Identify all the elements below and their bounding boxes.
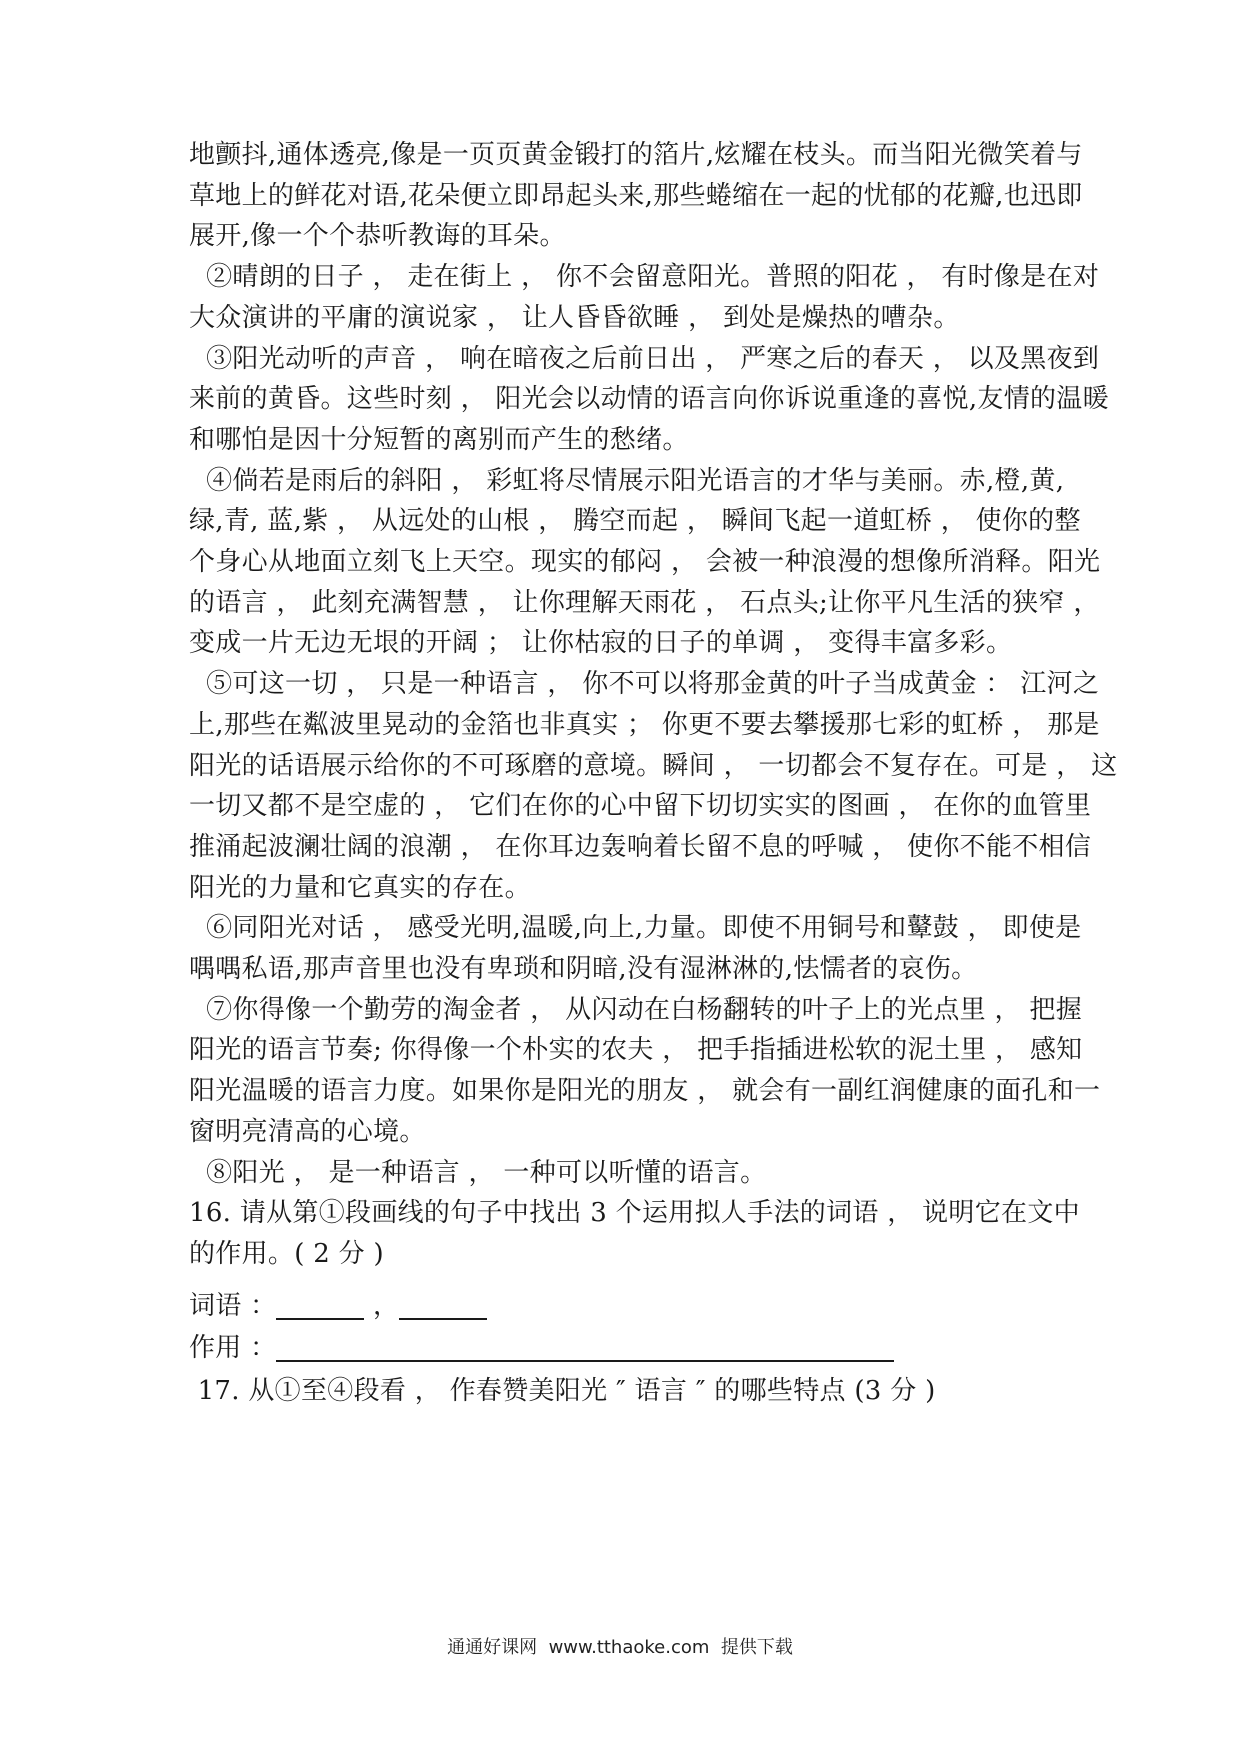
words-blank-1[interactable] bbox=[276, 1290, 364, 1320]
text-line: 地颤抖,通体透亮,像是一页页黄金锻打的箔片,炫耀在枝头。而当阳光微笑着与 bbox=[189, 140, 1083, 170]
effect-blank[interactable] bbox=[276, 1332, 894, 1362]
text-line: 上,那些在粼波里晃动的金箔也非真实 ； 你更不要去攀援那七彩的虹桥 ， 那是 bbox=[189, 710, 1100, 740]
text-line: 大众演讲的平庸的演说家 ， 让人昏昏欲睡 ， 到处是燥热的嘈杂。 bbox=[189, 303, 960, 333]
text-line: 阳光的话语展示给你的不可琢磨的意境。瞬间 ， 一切都会不复存在。可是 ， 这 bbox=[189, 751, 1118, 781]
text-line: 来前的黄昏。这些时刻 ， 阳光会以动情的语言向你诉说重逢的喜悦,友情的温暖 bbox=[189, 384, 1109, 414]
text-line: 阳光的语言节奏; 你得像一个朴实的农夫 ， 把手指插进松软的泥土里 ， 感知 bbox=[189, 1035, 1083, 1065]
text-line: 一切又都不是空虚的 ， 它们在你的心中留下切切实实的图画 ， 在你的血管里 bbox=[189, 791, 1092, 821]
footer-credit: 通通好课网 www.tthaoke.com 提供下载 bbox=[447, 1637, 793, 1658]
text-line: ④倘若是雨后的斜阳 ， 彩虹将尽情展示阳光语言的才华与美丽。赤,橙,黄, bbox=[189, 466, 1065, 496]
text-line: ⑧阳光 ， 是一种语言 ， 一种可以听懂的语言。 bbox=[189, 1158, 767, 1188]
text-line: 阳光的力量和它真实的存在。 bbox=[189, 873, 531, 903]
text-line: 个身心从地面立刻飞上天空。现实的郁闷 ， 会被一种浪漫的想像所消释。阳光 bbox=[189, 547, 1101, 577]
text-line: 16. 请从第①段画线的句子中找出 3 个运用拟人手法的词语 ， 说明它在文中 bbox=[189, 1198, 1080, 1228]
text-line: ⑥同阳光对话 ， 感受光明,温暖,向上,力量。即使不用铜号和鼙鼓 ， 即使是 bbox=[189, 913, 1082, 943]
text-line: 展开,像一个个恭听教诲的耳朵。 bbox=[189, 221, 566, 251]
text-line: 阳光温暖的语言力度。如果你是阳光的朋友 ， 就会有一副红润健康的面孔和一 bbox=[189, 1076, 1101, 1106]
text-line: ②晴朗的日子 ， 走在街上 ， 你不会留意阳光。普照的阳花 ， 有时像是在对 bbox=[189, 262, 1100, 292]
text-line: 绿,青, 蓝,紫 ， 从远处的山根 ， 腾空而起 ， 瞬间飞起一道虹桥 ， 使你的整 bbox=[189, 506, 1081, 536]
question-17: 17. 从①至④段看 ， 作春赞美阳光 ″ 语言 ″ 的哪些特点 (3 分 ) bbox=[189, 1376, 936, 1406]
text-line: 的作用。( 2 分 ) bbox=[189, 1239, 384, 1269]
text-line: 变成一片无边无垠的开阔 ； 让你枯寂的日子的单调 ， 变得丰富多彩。 bbox=[189, 628, 1013, 658]
words-label: 词语 ： bbox=[189, 1291, 277, 1321]
text-line: 草地上的鲜花对语,花朵便立即昂起头来,那些蜷缩在一起的忧郁的花瓣,也迅即 bbox=[189, 181, 1083, 211]
text-line: ⑤可这一切 ， 只是一种语言 ， 你不可以将那金黄的叶子当成黄金 ： 江河之 bbox=[189, 669, 1100, 699]
words-blank-2[interactable] bbox=[399, 1290, 487, 1320]
text-line: ⑦你得像一个勤劳的淘金者 ， 从闪动在白杨翻转的叶子上的光点里 ， 把握 bbox=[189, 995, 1082, 1025]
text-line: 的语言 ， 此刻充满智慧 ， 让你理解天雨花 ， 石点头;让你平凡生活的狭窄 ， bbox=[189, 588, 1100, 618]
answer-words-line bbox=[189, 1284, 1059, 1328]
text-line: 窗明亮清高的心境。 bbox=[189, 1117, 426, 1147]
text-line: 推涌起波澜壮阔的浪潮 ， 在你耳边轰响着长留不息的呼喊 ， 使你不能不相信 bbox=[189, 832, 1092, 862]
effect-label: 作用 ： bbox=[189, 1333, 277, 1363]
text-line: 和哪怕是因十分短暂的离别而产生的愁绪。 bbox=[189, 425, 689, 455]
text-line: ③阳光动听的声音 ， 响在暗夜之后前日出 ， 严寒之后的春天 ， 以及黑夜到 bbox=[189, 344, 1100, 374]
answer-effect-line bbox=[189, 1326, 1059, 1370]
text-line: 喁喁私语,那声音里也没有卑琐和阴暗,没有湿淋淋的,怯懦者的哀伤。 bbox=[189, 954, 978, 984]
words-separator: ， bbox=[364, 1291, 400, 1321]
